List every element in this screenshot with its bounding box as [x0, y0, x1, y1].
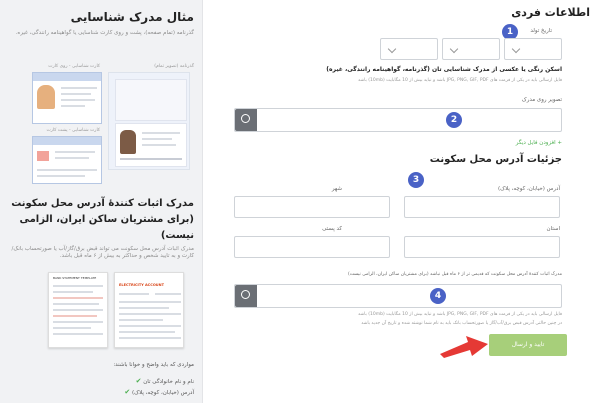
chevron-down-icon	[512, 45, 520, 53]
attach-button[interactable]	[235, 109, 257, 131]
id-card-front-caption: کارت شناسایی - روی کارت	[48, 64, 100, 69]
check-icon: ✔	[124, 388, 131, 396]
electricity-label: ELECTRICITY ACCOUNT	[119, 283, 164, 287]
passport-top-page	[115, 79, 187, 121]
passport-bottom-page	[115, 123, 187, 167]
birth-month-select[interactable]	[442, 38, 500, 60]
bank-statement-image	[48, 272, 108, 348]
passport-image	[108, 72, 190, 170]
address-proof-title: مدرک اثبات کنندهٔ آدرس محل سکونت (برای مشتریان ساکن ایران، الزامی نیست)	[11, 198, 194, 241]
check-icon: ✔	[135, 377, 142, 385]
birth-year-select[interactable]	[380, 38, 438, 60]
step-badge-3: 3	[408, 172, 424, 188]
requirements-list	[10, 376, 194, 398]
section-title-personal: اطلاعات فردی	[511, 6, 590, 19]
step-badge-4: 4	[430, 288, 446, 304]
id-upload-instruction: اسکن رنگی یا عکسی از مدرک شناسایی تان (گذرنامه، گواهینامه رانندگی، غیره)	[326, 66, 562, 73]
proof-file-note: فایل ارسالی باید در یکی از فرمت های JPG, PNG, GIF, PDF باشد و نباید بیش از 10 مگابایت (10mb) باشد	[358, 312, 562, 317]
id-card-back-caption: کارت شناسایی - پشت کارت	[46, 128, 100, 133]
sidebar	[0, 0, 203, 403]
id-upload-field[interactable]	[234, 108, 562, 132]
id-card-front-image	[32, 72, 102, 124]
proof-label: مدرک اثبات کنندهٔ آدرس محل سکونت که قدیمی تر از ۶ ماه قبل نباشد (برای مشتریان ساکن ایران، الزامی نیست)	[347, 272, 562, 277]
submit-button[interactable]: تایید و ارسال	[489, 334, 567, 356]
arrow-pointer-icon	[438, 334, 490, 358]
id-field-label: تصویر روی مدرک	[521, 97, 562, 103]
bank-statement-label: BANK STATEMENT TEMPLATE	[53, 276, 97, 280]
requirement-item: آدرس (خیابان، کوچه، پلاک) ✔	[124, 388, 194, 396]
requirements-title: مواردی که باید واضح و خوانا باشند:	[113, 362, 194, 368]
passport-caption: گذرنامه (تصویر تمام)	[154, 64, 194, 69]
id-card-photo	[37, 85, 55, 109]
city-label: شهر	[331, 186, 342, 192]
id-sample-title: مثال مدرک شناسایی	[70, 10, 194, 24]
street-label: آدرس (خیابان، کوچه، پلاک)	[498, 186, 560, 192]
chevron-down-icon	[388, 45, 396, 53]
street-input[interactable]	[404, 196, 560, 218]
address-proof-desc: مدرک اثبات آدرس محل سکونت می تواند قبض برق/گاز/آب یا صورتحساب بانک/کارت و به تایید شخص و حداکثر به بیش از ۶ ماه قبل باشد.	[11, 246, 194, 259]
step-badge-2: 2	[446, 112, 462, 128]
paperclip-icon	[239, 112, 252, 125]
id-sample-desc: گذرنامه (تمام صفحه)، پشت و روی کارت شناسایی یا گواهینامه رانندگی، غیره.	[15, 30, 194, 36]
paperclip-icon	[239, 288, 252, 301]
electricity-bill-image	[114, 272, 184, 348]
postal-label: کد پستی	[322, 226, 342, 232]
id-card-back-image	[32, 136, 102, 184]
city-input[interactable]	[234, 196, 390, 218]
section-title-address: جزئیات آدرس محل سکونت	[429, 154, 562, 165]
chevron-down-icon	[450, 45, 458, 53]
id-file-note: فایل ارسالی باید در یکی از فرمت های JPG, PNG, GIF, PDF باشد و نباید بیش از 10 مگابایت (10mb) باشد	[358, 78, 562, 83]
proof-extra-note: در چنین حالتی آدرس قبض برق/آب/گاز یا صورتحساب بانک باید به نام شما نوشته شده و تاریخ آن جدید باشد	[361, 321, 562, 326]
birth-day-select[interactable]	[504, 38, 562, 60]
province-label: استان	[546, 226, 560, 232]
attach-button[interactable]	[235, 285, 257, 307]
id-card-chip	[37, 151, 49, 161]
proof-upload-field[interactable]	[234, 284, 562, 308]
province-input[interactable]	[404, 236, 560, 258]
step-badge-1: 1	[502, 24, 518, 40]
passport-photo	[120, 130, 136, 154]
birth-date-label: تاریخ تولد	[530, 28, 552, 34]
requirement-item: نام و نام خانوادگی تان ✔	[135, 377, 194, 385]
add-more-link[interactable]: + افزودن فایل دیگر	[515, 140, 562, 146]
main-form	[202, 0, 602, 403]
postal-code-input[interactable]	[234, 236, 390, 258]
